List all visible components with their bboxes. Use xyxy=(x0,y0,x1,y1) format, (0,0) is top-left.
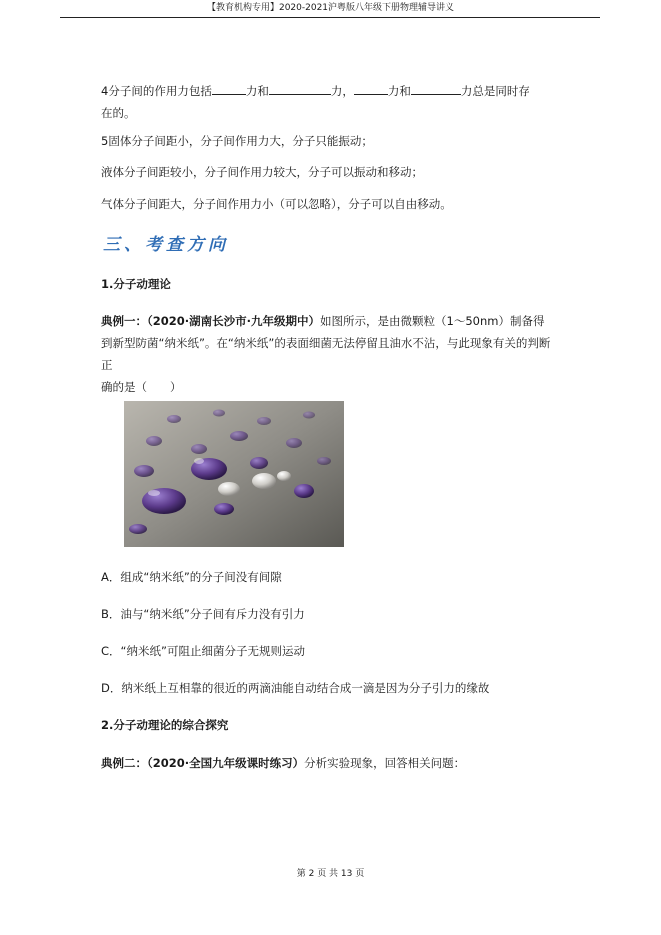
example-1-text-1: 如图所示，是由微颗粒（1～50nm）制备得 xyxy=(320,314,545,328)
fill-blank-2 xyxy=(269,82,331,95)
item4-prefix: 4分子间的作用力包括 xyxy=(101,84,212,98)
section-title: 三、考查方向 xyxy=(103,235,229,255)
item4-word-3: 力和 xyxy=(387,84,411,98)
item4-word-4: 力总是同时存 xyxy=(460,84,530,98)
option-c: C．“纳米纸”可阻止细菌分子无规则运动 xyxy=(101,644,305,658)
example-1-text-3: 确的是（ ） xyxy=(101,380,182,394)
item4-word-2: 力， xyxy=(330,84,354,98)
paragraph-item-5: 5固体分子间距小，分子间作用力大，分子只能振动； xyxy=(101,134,373,148)
fill-blank-4 xyxy=(411,82,461,95)
page-footer: 第 2 页 共 13 页 xyxy=(296,869,365,879)
page-header: 【教育机构专用】2020-2021沪粤版八年级下册物理辅导讲义 xyxy=(206,3,455,13)
paragraph-liquid: 液体分子间距较小，分子间作用力较大，分子可以振动和移动； xyxy=(101,165,423,179)
fill-blank-3 xyxy=(354,82,388,95)
paragraph-item-4 xyxy=(101,80,561,124)
nano-paper-droplets-photo xyxy=(124,401,344,547)
item4-word-1: 力和 xyxy=(245,84,269,98)
example-1-label: 典例一：（2020·湖南长沙市·九年级期中） xyxy=(101,314,320,328)
option-d: D．纳米纸上互相靠的很近的两滴油能自动结合成一滴是因为分子引力的缘故 xyxy=(101,681,490,695)
subsection-1-title: 1.分子动理论 xyxy=(101,277,171,291)
example-2-paragraph xyxy=(101,752,561,774)
example-1-paragraph xyxy=(101,310,561,398)
subsection-2-title: 2.分子动理论的综合探究 xyxy=(101,718,229,732)
option-a: A．组成“纳米纸”的分子间没有间隙 xyxy=(101,570,282,584)
item4-continuation: 在的。 xyxy=(101,106,136,120)
paragraph-gas: 气体分子间距大，分子间作用力小（可以忽略），分子可以自由移动。 xyxy=(101,197,452,211)
example-2-text: 分析实验现象，回答相关问题： xyxy=(304,756,466,770)
option-b: B．油与“纳米纸”分子间有斥力没有引力 xyxy=(101,607,305,621)
example-1-text-2: 到新型防菌“纳米纸”。在“纳米纸”的表面细菌无法停留且油水不沾，与此现象有关的判断正 xyxy=(101,336,551,372)
fill-blank-1 xyxy=(212,82,246,95)
droplets-illustration xyxy=(124,401,344,547)
example-2-label: 典例二：（2020·全国九年级课时练习） xyxy=(101,756,305,770)
header-divider xyxy=(60,17,600,18)
